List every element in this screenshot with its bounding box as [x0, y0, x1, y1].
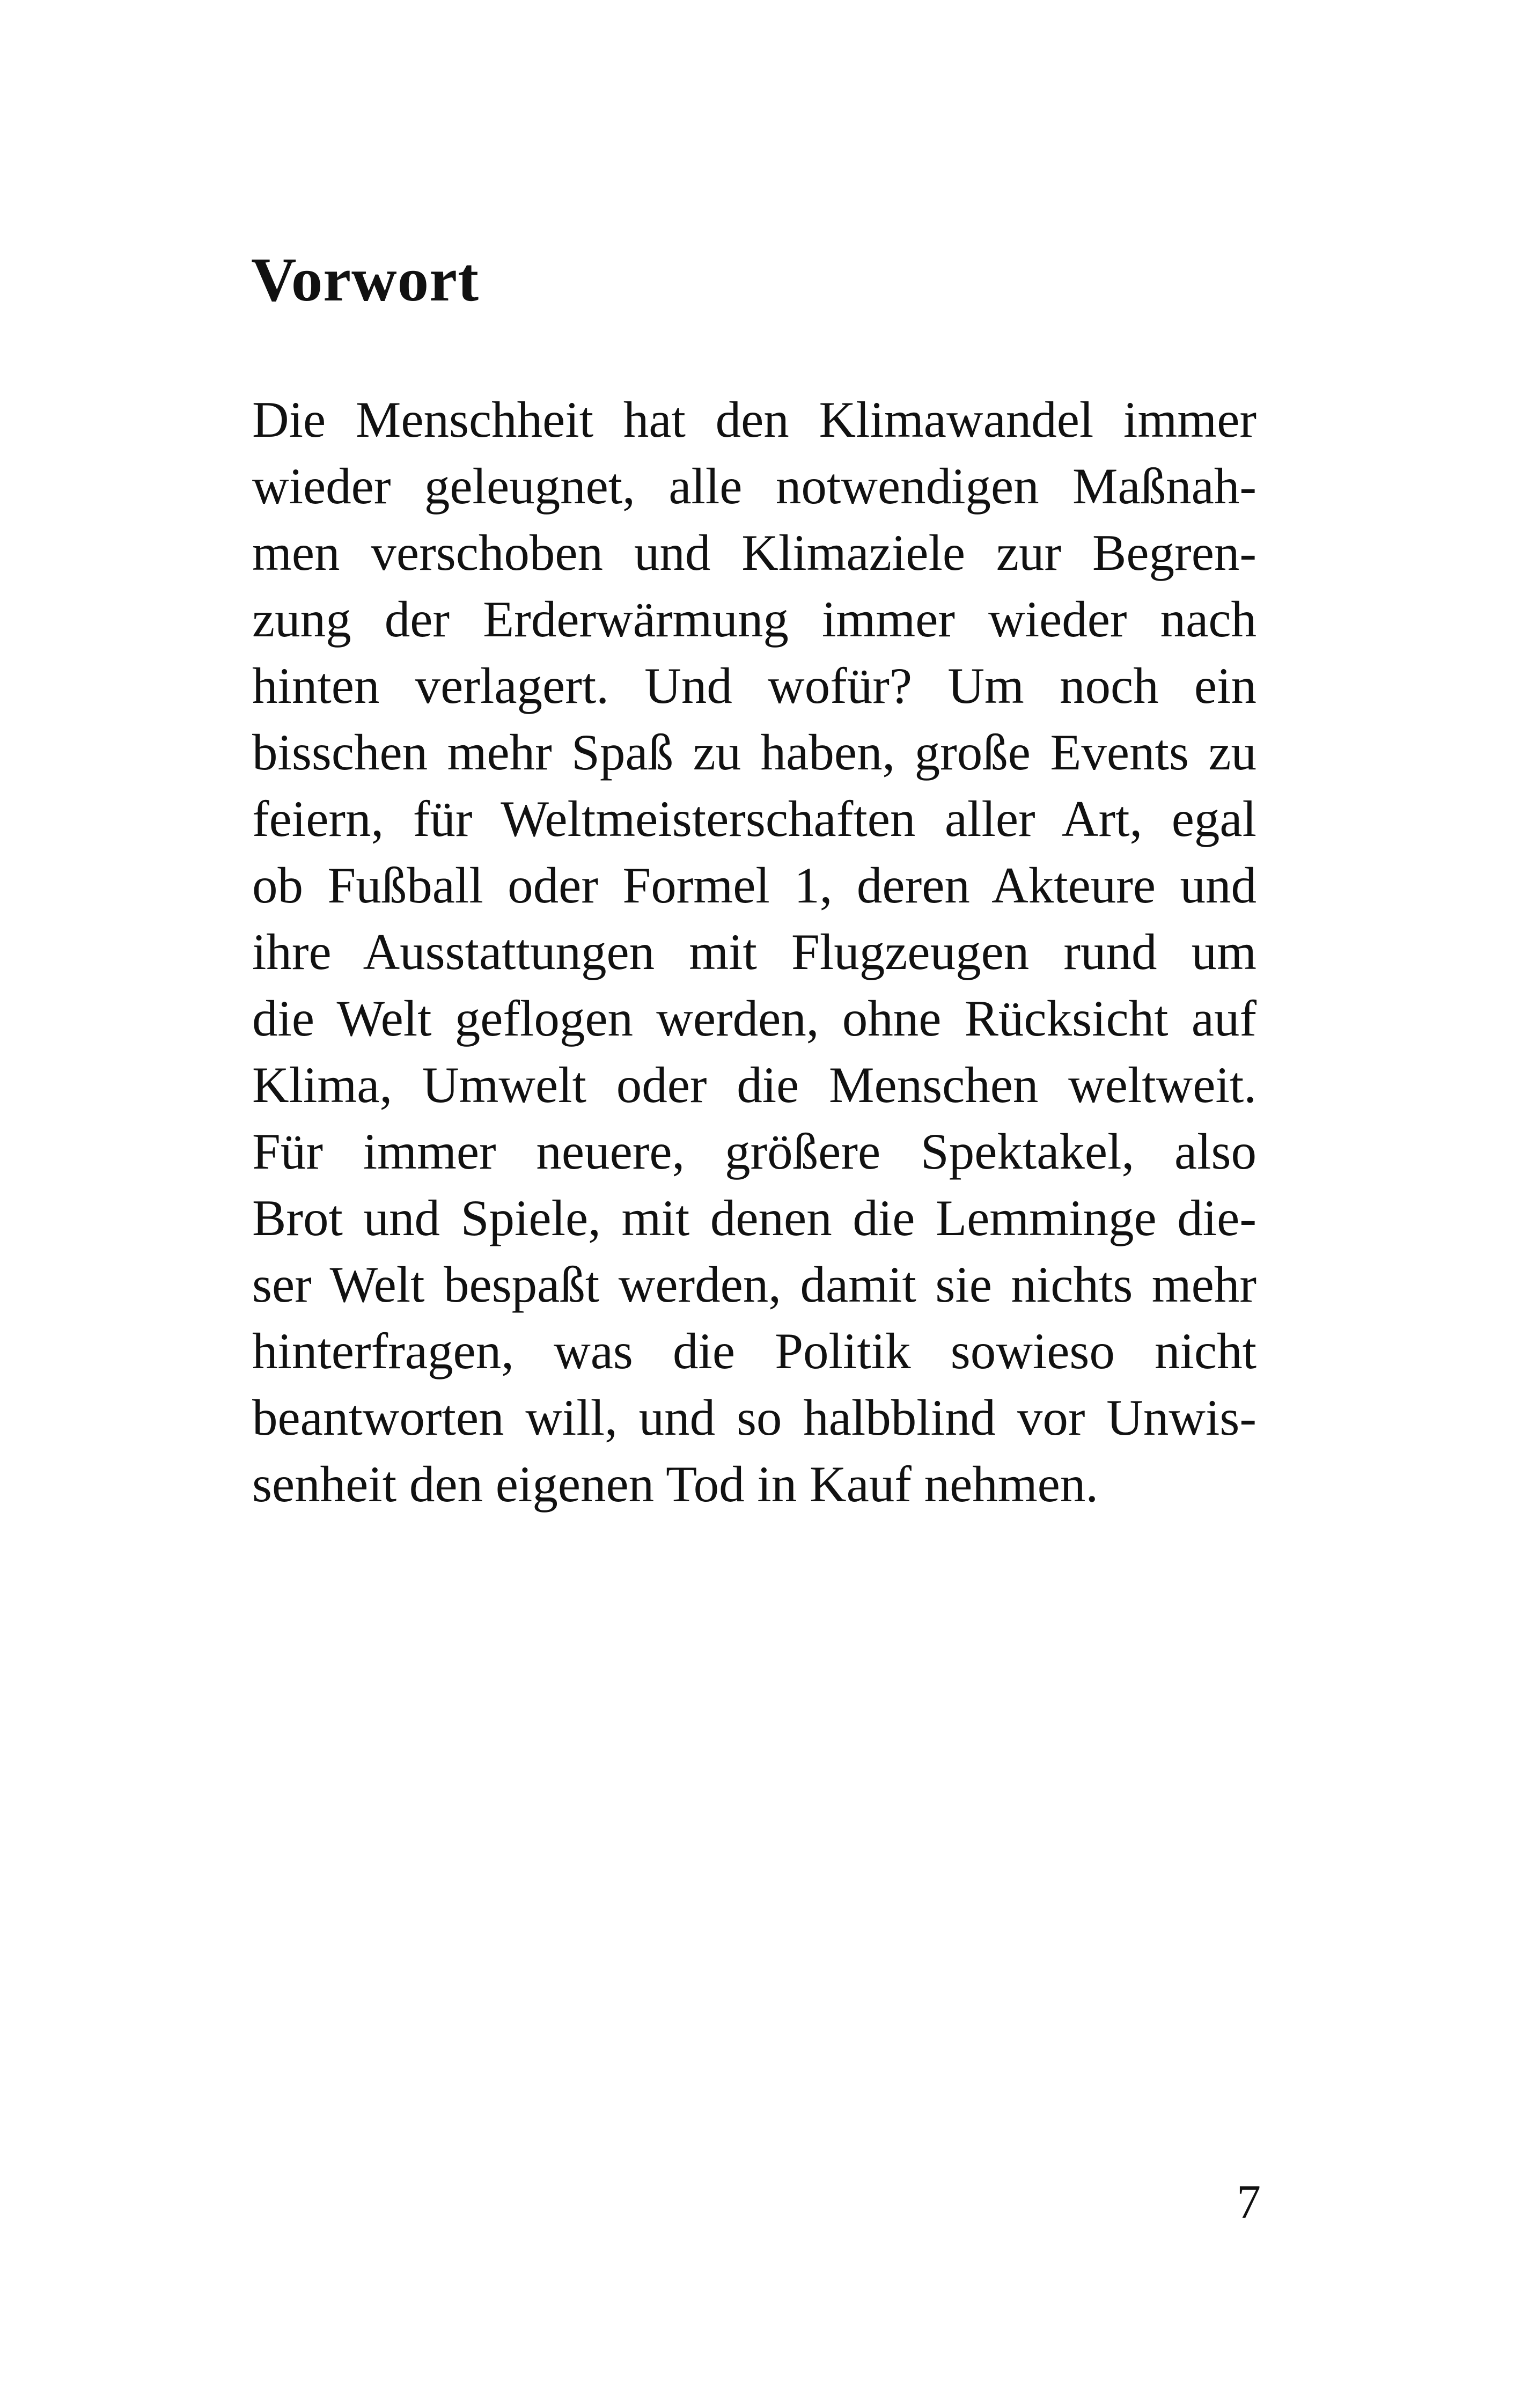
page-number: 7	[1237, 2176, 1261, 2229]
paragraph-line: zung der Erderwärmung immer wieder nach	[252, 591, 1257, 648]
paragraph-line: wieder geleugnet, alle notwendigen Maßnah-	[252, 458, 1257, 515]
paragraph-line: ihre Ausstattungen mit Flugzeugen rund um	[252, 923, 1257, 980]
paragraph-line: hinten verlagert. Und wofür? Um noch ein	[252, 657, 1257, 714]
paragraph-line: hinterfragen, was die Politik sowieso nicht	[252, 1323, 1257, 1379]
paragraph-line: ser Welt bespaßt werden, damit sie nichts mehr	[252, 1256, 1257, 1313]
paragraph-line: men verschoben und Klimaziele zur Begren-	[252, 524, 1257, 581]
paragraph-line: senheit den eigenen Tod in Kauf nehmen.	[252, 1456, 1099, 1513]
paragraph-line: beantworten will, und so halbblind vor Unwis-	[252, 1389, 1257, 1446]
paragraph-line: Die Menschheit hat den Klimawandel immer	[252, 391, 1257, 448]
paragraph-line: feiern, für Weltmeisterschaften aller Art, egal	[252, 790, 1257, 847]
paragraph-line: die Welt geflogen werden, ohne Rücksicht auf	[252, 990, 1257, 1047]
paragraph-line: ob Fußball oder Formel 1, deren Akteure und	[252, 857, 1257, 914]
paragraph-line: Brot und Spiele, mit denen die Lemminge die-	[252, 1190, 1257, 1246]
paragraph-line: bisschen mehr Spaß zu haben, große Events zu	[252, 724, 1257, 781]
chapter-heading: Vorwort	[251, 245, 480, 314]
paragraph-line: Klima, Umwelt oder die Menschen weltweit.	[252, 1056, 1257, 1113]
paragraph-line: Für immer neuere, größere Spektakel, also	[252, 1123, 1257, 1180]
body-paragraph	[252, 386, 1257, 1517]
